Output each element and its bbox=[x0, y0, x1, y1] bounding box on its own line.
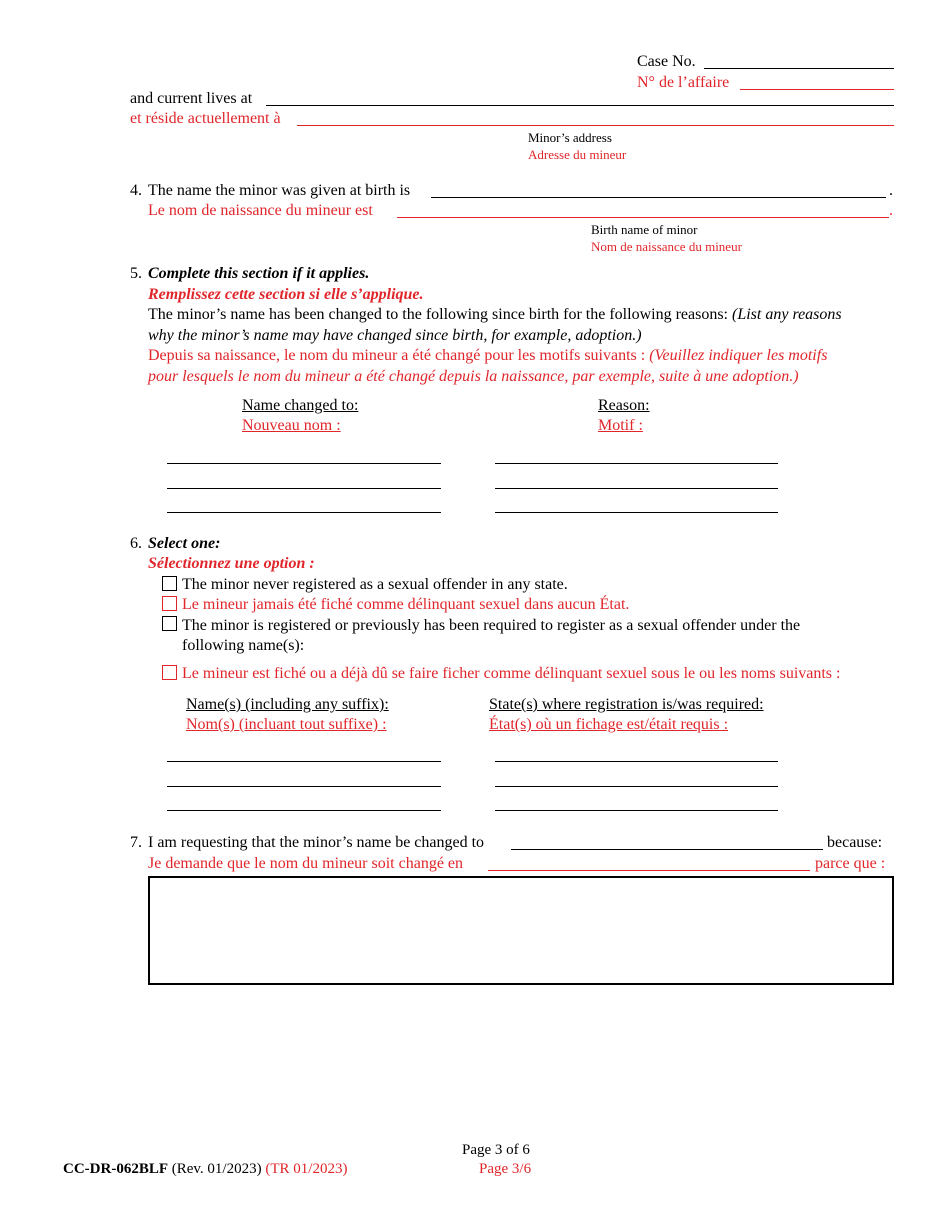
section-5-number: 5. bbox=[130, 265, 142, 282]
case-no-field-fr[interactable] bbox=[740, 89, 894, 90]
case-no-field[interactable] bbox=[704, 68, 894, 69]
case-no-label: Case No. bbox=[637, 53, 696, 70]
never-registered-checkbox[interactable] bbox=[162, 576, 177, 591]
address-label-fr: et réside actuellement à bbox=[130, 110, 281, 127]
address-label: and current lives at bbox=[130, 90, 253, 107]
registered-label-fr: Le mineur est fiché ou a déjà dû se faire ficher comme délinquant sexuel sous le ou les noms suivants : bbox=[182, 665, 841, 682]
registered-label: The minor is registered or previously has been required to register as a sexual offender under the bbox=[182, 617, 801, 634]
reason-header: Reason: bbox=[598, 397, 650, 414]
section-4-text: The name the minor was given at birth is bbox=[148, 182, 411, 199]
offender-name-field-1[interactable] bbox=[167, 761, 441, 762]
section-4-period-fr: . bbox=[889, 202, 893, 219]
birth-name-caption-fr: Nom de naissance du mineur bbox=[591, 239, 742, 254]
registration-states-header-fr: État(s) où un fichage est/était requis : bbox=[489, 716, 729, 733]
name-changed-field-2[interactable] bbox=[167, 488, 441, 489]
section-5-heading-fr: Remplissez cette section si elle s’applique. bbox=[148, 286, 424, 303]
birth-name-caption: Birth name of minor bbox=[591, 222, 698, 237]
section-5-instructions: The minor’s name has been changed to the following since birth for the following reasons: (List any reasons bbox=[148, 306, 842, 323]
section-4-text-fr: Le nom de naissance du mineur est bbox=[148, 202, 373, 219]
registration-states-header: State(s) where registration is/was required: bbox=[489, 696, 764, 713]
offender-names-header: Name(s) (including any suffix): bbox=[186, 696, 389, 713]
section-5-heading: Complete this section if it applies. bbox=[148, 265, 370, 282]
new-name-field-fr[interactable] bbox=[488, 870, 810, 871]
address-field[interactable] bbox=[266, 105, 894, 106]
section-6-heading: Select one: bbox=[148, 535, 221, 552]
section-5-instructions-fr-cont: pour lesquels le nom du mineur a été changé depuis la naissance, par exemple, suite à une adoption.) bbox=[148, 368, 799, 385]
reason-text-box[interactable] bbox=[148, 876, 894, 985]
form-code: CC-DR-062BLF bbox=[63, 1161, 168, 1177]
reason-header-fr: Motif : bbox=[598, 417, 643, 434]
name-changed-header: Name changed to: bbox=[242, 397, 359, 414]
birth-name-field[interactable] bbox=[431, 197, 886, 198]
never-registered-label: The minor never registered as a sexual offender in any state. bbox=[182, 576, 568, 593]
section-5-instructions-fr: Depuis sa naissance, le nom du mineur a été changé pour les motifs suivants : (Veuillez indiquer les motifs bbox=[148, 347, 828, 364]
never-registered-checkbox-fr[interactable] bbox=[162, 596, 177, 611]
page-number: Page 3 of 6 bbox=[462, 1142, 530, 1158]
name-changed-field-1[interactable] bbox=[167, 463, 441, 464]
name-changed-header-fr: Nouveau nom : bbox=[242, 417, 341, 434]
registration-state-field-1[interactable] bbox=[495, 761, 778, 762]
name-changed-field-3[interactable] bbox=[167, 512, 441, 513]
reason-field-3[interactable] bbox=[495, 512, 778, 513]
reason-field-2[interactable] bbox=[495, 488, 778, 489]
reason-field-1[interactable] bbox=[495, 463, 778, 464]
offender-name-field-2[interactable] bbox=[167, 786, 441, 787]
registration-state-field-2[interactable] bbox=[495, 786, 778, 787]
birth-name-field-fr[interactable] bbox=[397, 217, 889, 218]
form-revision: (Rev. 01/2023) bbox=[171, 1161, 262, 1177]
new-name-field[interactable] bbox=[511, 849, 823, 850]
section-4-number: 4. bbox=[130, 182, 142, 199]
case-no-label-fr: N° de l’affaire bbox=[637, 74, 730, 91]
registration-state-field-3[interactable] bbox=[495, 810, 778, 811]
section-7-because: because: bbox=[827, 834, 883, 851]
registered-checkbox-fr[interactable] bbox=[162, 665, 177, 680]
page-number-fr: Page 3/6 bbox=[479, 1161, 532, 1177]
never-registered-label-fr: Le mineur jamais été fiché comme délinquant sexuel dans aucun État. bbox=[182, 596, 630, 613]
offender-name-field-3[interactable] bbox=[167, 810, 441, 811]
offender-names-header-fr: Nom(s) (incluant tout suffixe) : bbox=[186, 716, 387, 733]
section-7-because-fr: parce que : bbox=[815, 855, 886, 872]
section-7-text-fr: Je demande que le nom du mineur soit changé en bbox=[148, 855, 464, 872]
registered-label-cont: following name(s): bbox=[182, 637, 305, 654]
section-6-heading-fr: Sélectionnez une option : bbox=[148, 555, 315, 572]
address-field-fr[interactable] bbox=[297, 125, 894, 126]
section-7-number: 7. bbox=[130, 834, 142, 851]
section-6-number: 6. bbox=[130, 535, 142, 552]
address-caption-fr: Adresse du mineur bbox=[528, 147, 627, 162]
registered-checkbox[interactable] bbox=[162, 616, 177, 631]
form-translation: (TR 01/2023) bbox=[265, 1161, 348, 1177]
section-7-text: I am requesting that the minor’s name be changed to bbox=[148, 834, 485, 851]
form-id bbox=[63, 1160, 347, 1178]
section-4-period: . bbox=[889, 182, 893, 199]
address-caption: Minor’s address bbox=[528, 130, 612, 145]
section-5-instructions-cont: why the minor’s name may have changed since birth, for example, adoption.) bbox=[148, 327, 642, 344]
